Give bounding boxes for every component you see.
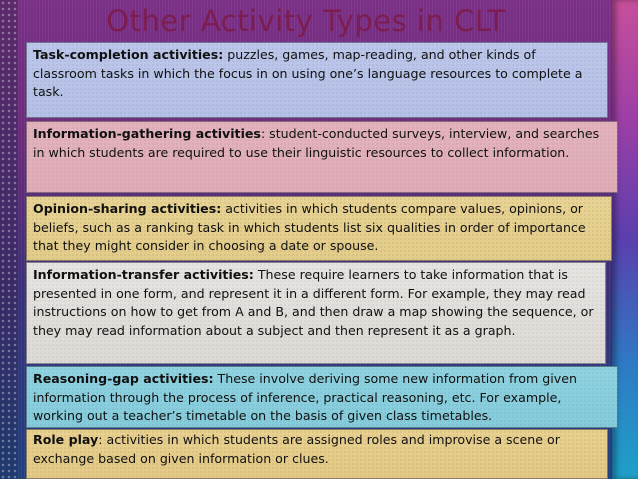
activity-term: Information-gathering activities	[33, 126, 261, 141]
activity-description: These involve deriving some new information from given information through the process of inference, practical reasoning, etc. For example, working out a teacher’s timetable on the basis of given class timetables.	[33, 371, 577, 424]
activity-term: Task-completion activities:	[33, 47, 224, 62]
activity-box-task-completion	[26, 42, 608, 118]
activity-term: Information-transfer activities:	[33, 267, 254, 282]
activity-term: Opinion-sharing activities:	[33, 201, 222, 216]
activity-description: puzzles, games, map-reading, and other kinds of classroom tasks in which the focus in on using one’s language resources to complete a task.	[33, 47, 583, 100]
activity-term: Role play	[33, 432, 99, 447]
activity-box-information-transfer	[26, 262, 606, 364]
activity-description: These require learners to take information that is presented in one form, and represent it in a different form. For example, they may read instructions on how to get from A and B, and then draw a map showing the sequence, or they may read information about a subject and then represent it as a graph.	[33, 267, 594, 338]
activity-box-opinion-sharing	[26, 196, 612, 261]
slide-title: Other Activity Types in CLT	[106, 4, 506, 38]
activity-description: activities in which students compare values, opinions, or beliefs, such as a ranking task in which students list six qualities in order of importance that they might consider in choosing a date or spouse.	[33, 201, 586, 254]
activity-term: Reasoning-gap activities:	[33, 371, 214, 386]
activity-box-role-play	[26, 429, 608, 479]
left-decorative-border	[0, 0, 18, 479]
activity-box-reasoning-gap	[26, 366, 618, 428]
activity-box-information-gathering	[26, 121, 618, 193]
activity-description: : activities in which students are assigned roles and improvise a scene or exchange based on given information or clues.	[33, 432, 560, 466]
activity-description: : student-conducted surveys, interview, and searches in which students are required to use their linguistic resources to collect information.	[33, 126, 600, 160]
